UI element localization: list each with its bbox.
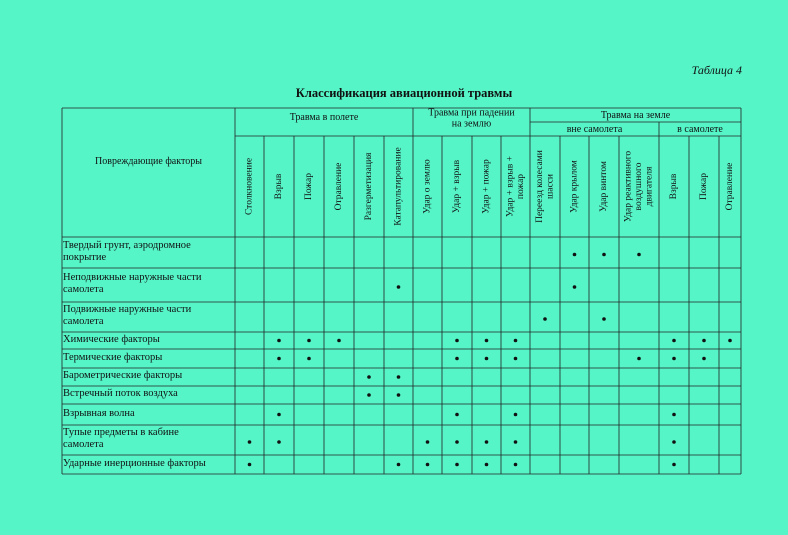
column-header: Столкновение xyxy=(244,157,255,216)
table-mark xyxy=(728,339,732,343)
table-mark xyxy=(573,285,577,289)
table-mark xyxy=(277,357,281,361)
table-mark xyxy=(702,357,706,361)
group-header-ground: Травма на земле xyxy=(600,110,671,121)
column-header: Отравление xyxy=(725,162,736,211)
column-header: Удар + взрыв xyxy=(452,159,463,214)
row-label: Подвижные наружные части самолета xyxy=(63,304,192,327)
column-header: Отравление xyxy=(334,162,345,211)
table-mark xyxy=(672,413,676,417)
table-mark xyxy=(672,463,676,467)
table-mark xyxy=(702,339,706,343)
table-mark xyxy=(248,440,252,444)
column-header: Удар реактивноговоздушногодвигателя xyxy=(623,150,655,223)
column-header: Удар крылом xyxy=(569,160,580,213)
table-mark xyxy=(455,440,459,444)
table-mark xyxy=(455,339,459,343)
table-mark xyxy=(485,357,489,361)
table-mark xyxy=(514,357,518,361)
table-mark xyxy=(455,413,459,417)
column-header: Удар + пожар xyxy=(481,159,492,214)
group-header-flight: Травма в полете xyxy=(289,112,359,123)
factors-header: Повреждающие факторы xyxy=(95,156,202,167)
group-header-fall: Травма при падении на землю xyxy=(428,107,515,130)
row-label: Термические факторы xyxy=(63,351,163,363)
table-mark xyxy=(637,253,641,257)
table-mark xyxy=(367,393,371,397)
table-mark xyxy=(514,440,518,444)
column-header: Удар винтом xyxy=(599,161,610,212)
column-header: Переезд колесамишасси xyxy=(534,150,556,223)
table-mark xyxy=(514,413,518,417)
column-header: Пожар xyxy=(304,173,315,200)
table-mark xyxy=(672,339,676,343)
table-mark xyxy=(277,440,281,444)
row-label: Тупые предметы в кабине самолета xyxy=(63,427,179,450)
table-mark xyxy=(367,375,371,379)
row-label: Неподвижные наружные части самолета xyxy=(63,272,202,295)
row-label: Ударные инерционные факторы xyxy=(63,457,206,469)
column-header: Разгерметизация xyxy=(364,152,375,221)
table-mark xyxy=(277,339,281,343)
table-mark xyxy=(397,393,401,397)
table-mark xyxy=(397,463,401,467)
table-mark xyxy=(337,339,341,343)
table-mark xyxy=(602,317,606,321)
subgroup-header-outside: вне самолета xyxy=(566,124,623,135)
column-header: Катапультирование xyxy=(393,147,404,226)
row-label: Взрывная волна xyxy=(63,407,135,419)
table-mark xyxy=(397,375,401,379)
table-mark xyxy=(672,357,676,361)
table-mark xyxy=(514,339,518,343)
table-title: Классификация авиационной травмы xyxy=(295,86,513,100)
row-label: Встречный поток воздуха xyxy=(63,388,178,399)
column-header: Удар + взрыв +пожар xyxy=(505,156,526,217)
row-label: Твердый грунт, аэродромное покрытие xyxy=(63,239,191,263)
table-mark xyxy=(485,339,489,343)
table-mark xyxy=(485,440,489,444)
table-mark xyxy=(307,357,311,361)
table-mark xyxy=(277,413,281,417)
row-label: Барометрические факторы xyxy=(63,370,183,381)
table-mark xyxy=(543,317,547,321)
table-mark xyxy=(307,339,311,343)
table-mark xyxy=(397,285,401,289)
column-header: Взрыв xyxy=(669,173,680,200)
table-mark xyxy=(455,357,459,361)
column-header: Взрыв xyxy=(274,173,285,200)
table-caption: Таблица 4 xyxy=(691,63,742,77)
table-mark xyxy=(514,463,518,467)
table-mark xyxy=(485,463,489,467)
table-mark xyxy=(426,463,430,467)
table-mark xyxy=(672,440,676,444)
table-mark xyxy=(248,463,252,467)
table-mark xyxy=(455,463,459,467)
table-mark xyxy=(573,253,577,257)
subgroup-header-inside: в самолете xyxy=(677,124,723,135)
table-mark xyxy=(426,440,430,444)
column-header: Пожар xyxy=(699,173,710,200)
table-mark xyxy=(637,357,641,361)
row-label: Химические факторы xyxy=(63,333,160,345)
table-mark xyxy=(602,253,606,257)
column-header: Удар о землю xyxy=(422,159,433,214)
